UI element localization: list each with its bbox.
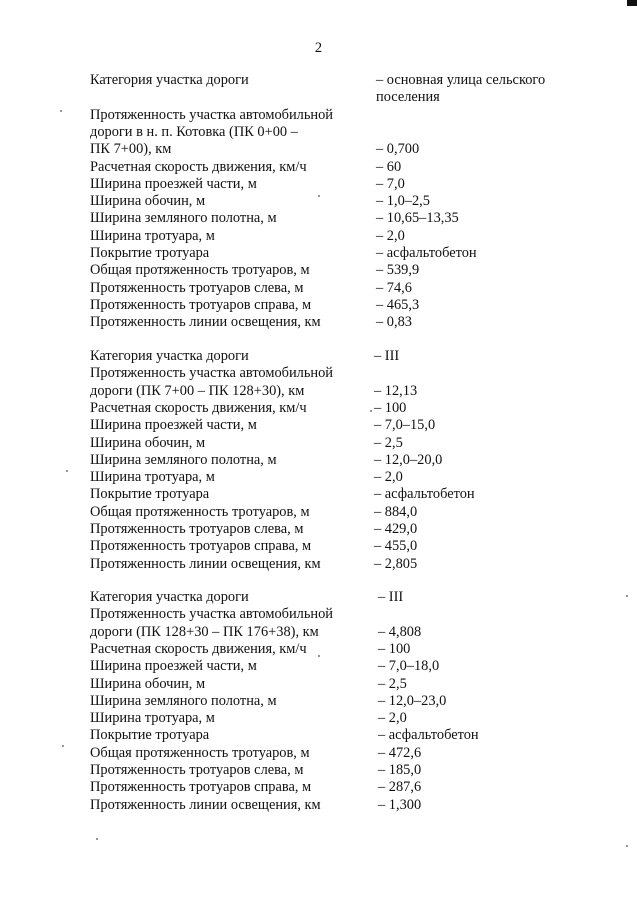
scan-speck (60, 110, 62, 112)
parameter-value: – 0,83 (376, 314, 412, 331)
parameter-value: – 10,65–13,35 (376, 210, 459, 227)
parameter-label: Протяженность тротуаров слева, м (90, 521, 304, 537)
scan-speck (370, 410, 372, 412)
parameter-value: поселения (376, 89, 440, 106)
parameter-value: – 1,0–2,5 (376, 193, 430, 210)
parameter-label: дороги (ПК 7+00 – ПК 128+30), км (90, 382, 305, 399)
scan-speck (318, 195, 320, 197)
parameter-row (0, 210, 637, 228)
parameter-label: Общая протяженность тротуаров, м (90, 262, 310, 279)
parameter-label: Протяженность участка автомобильной (90, 106, 334, 123)
parameter-value: – III (374, 348, 400, 364)
parameter-row (0, 521, 637, 539)
parameter-label: Протяженность участка автомобильной (90, 365, 334, 382)
parameter-row (0, 693, 637, 711)
parameter-value: – асфальтобетон (378, 727, 479, 744)
parameter-value: – 12,13 (374, 382, 418, 399)
parameter-value: – 2,5 (378, 675, 407, 692)
parameter-label: Ширина тротуара, м (90, 710, 215, 727)
parameter-row (0, 745, 637, 763)
parameter-label: Ширина земляного полотна, м (90, 451, 277, 468)
parameter-label: Общая протяженность тротуаров, м (90, 503, 310, 520)
parameter-row (0, 727, 637, 745)
parameter-row (0, 314, 637, 332)
parameter-label: Протяженность тротуаров слева, м (90, 762, 304, 778)
parameter-row (0, 89, 637, 107)
parameter-row (0, 365, 637, 383)
parameter-row (0, 176, 637, 194)
parameter-value: – 12,0–20,0 (374, 451, 443, 468)
parameter-value: – 12,0–23,0 (378, 692, 447, 709)
parameter-row (0, 486, 637, 504)
parameter-row (0, 606, 637, 624)
parameter-value: – 7,0 (376, 175, 405, 192)
scan-speck (626, 845, 628, 847)
parameter-label: Покрытие тротуара (90, 245, 210, 261)
parameter-label: Категория участка дороги (90, 589, 249, 605)
parameter-value: – 465,3 (376, 296, 420, 313)
parameter-label: дороги (ПК 128+30 – ПК 176+38), км (90, 623, 319, 640)
parameter-value: – 539,9 (376, 262, 420, 279)
parameter-row (0, 710, 637, 728)
parameter-label: Категория участка дороги (90, 348, 249, 364)
parameter-label: Ширина земляного полотна, м (90, 692, 277, 709)
parameter-label: Протяженность линии освещения, км (90, 555, 321, 572)
parameter-row (0, 348, 637, 366)
parameter-value: – 2,0 (378, 710, 407, 727)
parameter-label: Ширина тротуара, м (90, 469, 215, 486)
parameter-label: Протяженность линии освещения, км (90, 314, 321, 331)
parameter-value: – 429,0 (374, 521, 418, 537)
parameter-row (0, 676, 637, 694)
parameter-value: – 472,6 (378, 744, 422, 761)
parameter-row (0, 280, 637, 298)
parameter-row (0, 624, 637, 642)
parameter-value: – асфальтобетон (374, 486, 475, 503)
parameter-row (0, 245, 637, 263)
parameter-label: Ширина обочин, м (90, 193, 206, 210)
parameter-row (0, 383, 637, 401)
scan-speck (626, 595, 628, 597)
parameter-row (0, 538, 637, 556)
parameter-row (0, 107, 637, 125)
parameter-label: Расчетная скорость движения, км/ч (90, 399, 307, 416)
parameter-label: Общая протяженность тротуаров, м (90, 744, 310, 761)
parameter-value: – 185,0 (378, 762, 422, 778)
parameter-value: – III (378, 589, 404, 605)
parameter-label: Протяженность тротуаров справа, м (90, 538, 312, 555)
parameter-value: – 7,0–18,0 (378, 658, 440, 675)
parameter-label: Категория участка дороги (90, 72, 249, 88)
parameter-label: Ширина обочин, м (90, 434, 206, 451)
parameter-value: – 4,808 (378, 623, 422, 640)
parameter-row (0, 297, 637, 315)
parameter-value: – 2,805 (374, 555, 418, 572)
parameter-value: – 7,0–15,0 (374, 417, 436, 434)
parameter-row (0, 400, 637, 418)
parameter-row (0, 504, 637, 522)
parameter-label: Протяженность линии освещения, км (90, 796, 321, 813)
parameter-value: – 455,0 (374, 538, 418, 555)
parameter-value: – основная улица сельского (376, 72, 546, 88)
parameter-label: Протяженность тротуаров справа, м (90, 779, 312, 796)
parameter-value: – 74,6 (376, 279, 412, 296)
parameter-value: – асфальтобетон (376, 245, 477, 261)
parameter-label: Расчетная скорость движения, км/ч (90, 158, 307, 175)
parameter-label: Покрытие тротуара (90, 486, 210, 503)
parameter-value: – 0,700 (376, 141, 420, 158)
scan-speck (318, 655, 320, 657)
parameter-row (0, 159, 637, 177)
parameter-row (0, 435, 637, 453)
parameter-row (0, 469, 637, 487)
parameter-row (0, 452, 637, 470)
parameter-value: – 2,0 (374, 469, 403, 486)
parameter-label: Протяженность тротуаров справа, м (90, 296, 312, 313)
parameter-value: – 60 (376, 158, 402, 175)
parameter-value: – 2,0 (376, 227, 405, 244)
page-number: 2 (314, 40, 323, 56)
scan-speck (62, 745, 64, 747)
parameter-label: Ширина проезжей части, м (90, 417, 257, 434)
parameter-label: дороги в н. п. Котовка (ПК 0+00 – (90, 123, 298, 140)
parameter-label: Ширина проезжей части, м (90, 175, 257, 192)
parameter-row (0, 556, 637, 574)
parameter-label: Покрытие тротуара (90, 727, 210, 744)
scan-speck (96, 838, 98, 840)
parameter-row (0, 762, 637, 780)
parameter-value: – 1,300 (378, 796, 422, 813)
parameter-value: – 100 (378, 640, 411, 657)
parameter-row (0, 262, 637, 280)
parameter-label: Ширина земляного полотна, м (90, 210, 277, 227)
parameter-row (0, 589, 637, 607)
parameter-row (0, 228, 637, 246)
parameter-label: Расчетная скорость движения, км/ч (90, 640, 307, 657)
parameter-label: Ширина тротуара, м (90, 227, 215, 244)
parameter-value: – 287,6 (378, 779, 422, 796)
parameter-value: – 884,0 (374, 503, 418, 520)
parameter-value: – 2,5 (374, 434, 403, 451)
parameter-row (0, 124, 637, 142)
parameter-row (0, 658, 637, 676)
scan-corner-mark (627, 0, 637, 6)
parameter-row (0, 417, 637, 435)
parameter-label: Ширина проезжей части, м (90, 658, 257, 675)
parameter-row (0, 141, 637, 159)
parameter-label: Протяженность участка автомобильной (90, 606, 334, 623)
parameter-row (0, 72, 637, 90)
parameter-label: ПК 7+00), км (90, 141, 172, 158)
parameter-label: Ширина обочин, м (90, 675, 206, 692)
parameter-row (0, 797, 637, 815)
parameter-row (0, 779, 637, 797)
parameter-value: – 100 (374, 399, 407, 416)
parameter-label: Протяженность тротуаров слева, м (90, 279, 304, 296)
scan-speck (66, 470, 68, 472)
